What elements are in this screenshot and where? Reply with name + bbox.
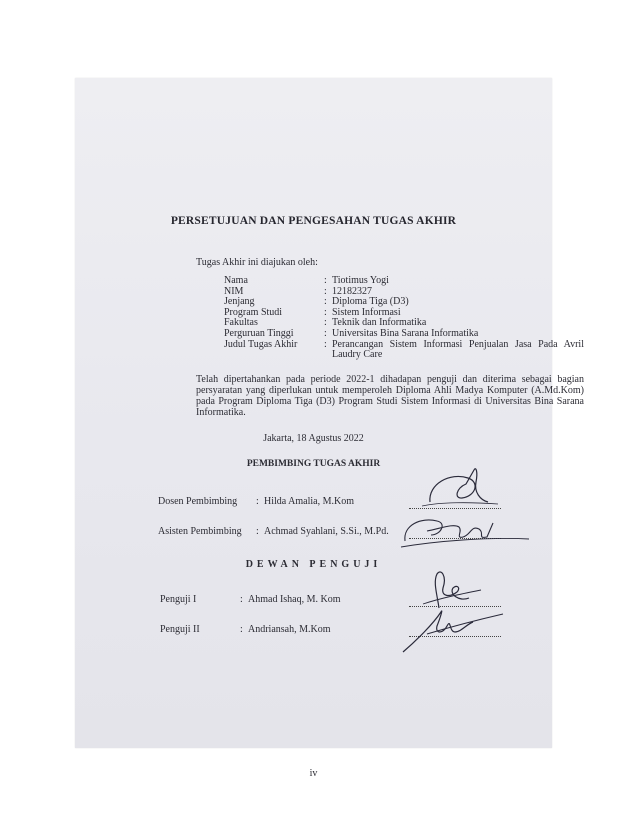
info-row-perguruan-tinggi [224, 329, 584, 340]
penguji1-colon: : [240, 594, 243, 605]
info-label: NIM [224, 285, 244, 297]
info-value: Sistem Informasi [332, 306, 401, 318]
penguji2-name: Andriansah, M.Kom [248, 624, 331, 635]
asisten-name: Achmad Syahlani, S.Si., M.Pd. [264, 526, 389, 537]
info-label: Judul Tugas Akhir [224, 338, 298, 350]
info-label: Fakultas [224, 317, 258, 329]
dosen-signature [410, 462, 505, 512]
asisten-colon: : [256, 526, 259, 537]
info-colon: : [324, 296, 327, 308]
intro-text: Tugas Akhir ini diajukan oleh: [196, 257, 318, 268]
penguji2-label: Penguji II [160, 624, 200, 635]
info-label: Program Studi [224, 306, 283, 318]
penguji2-signature [397, 604, 507, 656]
info-value: 12182327 [332, 285, 372, 297]
info-label: Nama [224, 275, 248, 286]
info-value: Teknik dan Informatika [332, 317, 427, 329]
dosen-colon: : [256, 496, 259, 507]
info-colon: : [324, 338, 327, 350]
student-info [224, 276, 584, 361]
info-label: Perguruan Tinggi [224, 327, 294, 339]
info-value: Diploma Tiga (D3) [332, 296, 409, 308]
info-label: Jenjang [224, 296, 255, 308]
dosen-row [158, 496, 354, 507]
dosen-name: Hilda Amalia, M.Kom [264, 496, 354, 507]
info-colon: : [324, 306, 327, 318]
penguji-heading: DEWAN PENGUJI [245, 559, 382, 570]
approval-date: Jakarta, 18 Agustus 2022 [263, 433, 364, 444]
penguji1-label: Penguji I [160, 594, 197, 605]
info-colon: : [324, 317, 327, 329]
page-number: iv [309, 768, 318, 779]
info-value: Tiotimus Yogi [332, 275, 389, 286]
approval-paragraph: Telah dipertahankan pada periode 2022-1 dihadapan penguji dan diterima sebagai bagian persyaratan yang diperlukan untuk memperoleh Diploma Ahli Madya Komputer (A.Md.Kom) pada Program Diploma Tiga (D3) Program Studi Sistem Informasi di Universitas Bina Sarana Informatika. [196, 374, 584, 418]
info-row-judul [224, 340, 584, 361]
dosen-label: Dosen Pembimbing [158, 496, 238, 507]
pembimbing-heading: PEMBIMBING TUGAS AKHIR [246, 459, 381, 469]
info-colon: : [324, 275, 327, 286]
document-title: PERSETUJUAN DAN PENGESAHAN TUGAS AKHIR [170, 215, 457, 227]
info-colon: : [324, 327, 327, 339]
asisten-signature [397, 511, 532, 551]
penguji2-colon: : [240, 624, 243, 635]
info-row-nama [224, 276, 584, 287]
info-value: Perancangan Sistem Informasi Penjualan Jasa Pada Avril Laudry Care [332, 338, 584, 361]
info-value: Universitas Bina Sarana Informatika [332, 327, 479, 339]
info-colon: : [324, 285, 327, 297]
penguji1-row [160, 594, 341, 605]
penguji1-name: Ahmad Ishaq, M. Kom [248, 594, 341, 605]
penguji2-row [160, 624, 331, 635]
asisten-row [158, 526, 389, 537]
document-page [75, 78, 584, 779]
asisten-label: Asisten Pembimbing [158, 526, 242, 537]
